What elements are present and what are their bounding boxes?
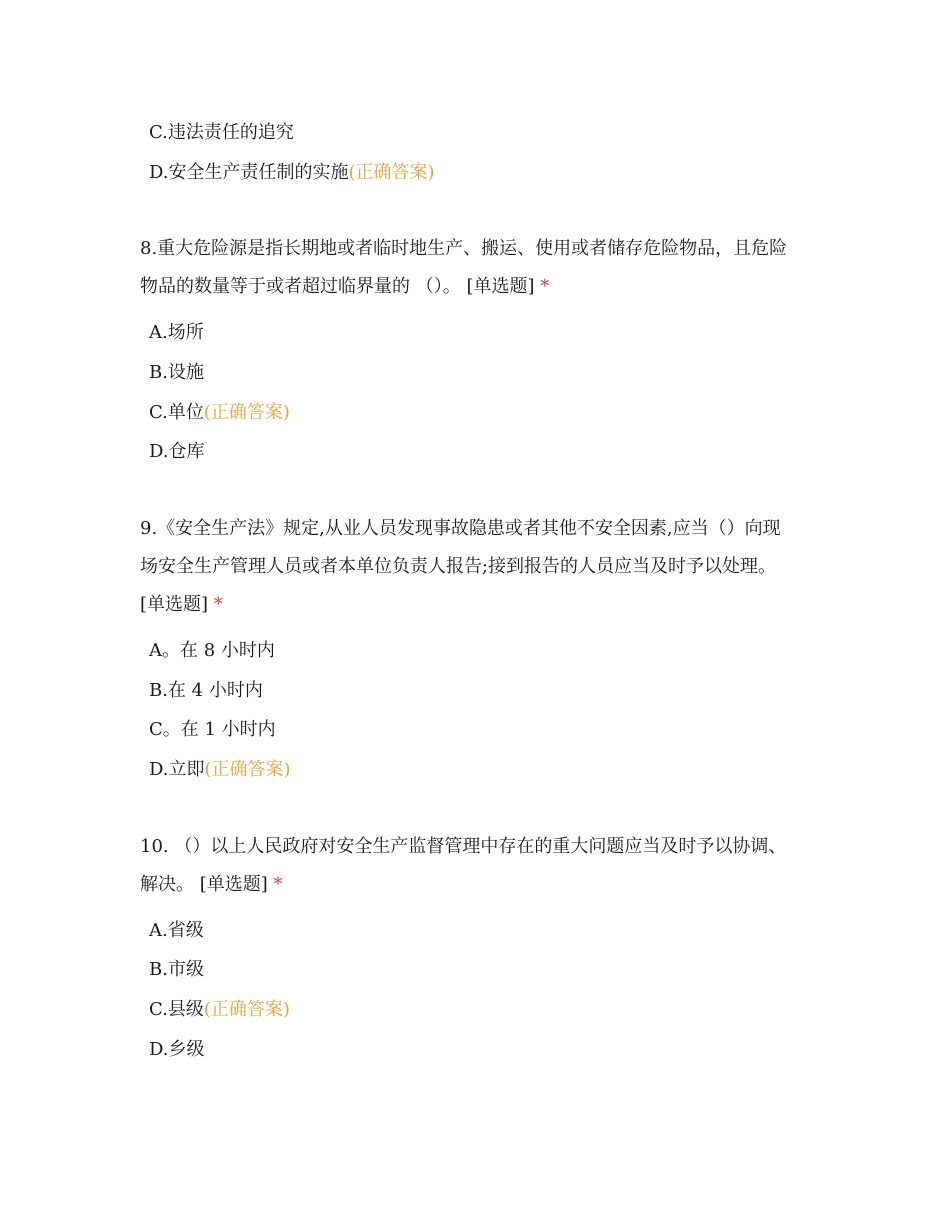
required-mark: * bbox=[540, 276, 550, 297]
q8-option-d bbox=[149, 440, 205, 464]
q8-text-line-2 bbox=[140, 275, 830, 299]
correct-answer-tag: (正确答案) bbox=[203, 999, 290, 1020]
q8-option-b bbox=[149, 361, 204, 385]
option-text: D.立即 bbox=[149, 759, 205, 780]
option-text: C.单位 bbox=[149, 402, 204, 423]
q9-option-d bbox=[149, 758, 291, 782]
q8-text-line-1: 8.重大危险源是指长期地或者临时地生产、搬运、使用或者储存危险物品，且危险 bbox=[140, 238, 788, 259]
option-text: D.仓库 bbox=[149, 441, 205, 462]
required-mark: * bbox=[273, 874, 283, 895]
q9-option-b bbox=[149, 679, 263, 703]
option-text: C.县级 bbox=[149, 999, 204, 1020]
q9-text-line-2: 场安全生产管理人员或者本单位负责人报告;接到报告的人员应当及时予以处理。 bbox=[140, 556, 777, 577]
option-text: B.市级 bbox=[149, 959, 204, 980]
option-text: B.在 4 小时内 bbox=[149, 680, 263, 701]
option-text: D.安全生产责任制的实施 bbox=[149, 162, 349, 183]
q10-option-a bbox=[149, 919, 204, 943]
question-text: 解决。 [单选题] bbox=[140, 874, 268, 895]
q10-option-d bbox=[149, 1038, 205, 1062]
option-text: A.场所 bbox=[149, 322, 204, 343]
q9-option-c bbox=[149, 718, 276, 742]
question-text: 物品的数量等于或者超过临界量的 （）。 [单选题] bbox=[140, 276, 535, 297]
q10-option-b bbox=[149, 958, 204, 982]
correct-answer-tag: (正确答案) bbox=[204, 759, 291, 780]
option-text: C。在 1 小时内 bbox=[149, 719, 276, 740]
option-text: A。在 8 小时内 bbox=[149, 640, 275, 661]
q10-text-line-2 bbox=[140, 873, 830, 897]
q8-option-c bbox=[149, 401, 290, 425]
option-text: C.违法责任的追究 bbox=[149, 122, 294, 143]
required-mark: * bbox=[213, 594, 223, 615]
q10-text-line-1: 10. （）以上人民政府对安全生产监督管理中存在的重大问题应当及时予以协调、 bbox=[140, 836, 787, 857]
q7-option-c bbox=[149, 121, 294, 145]
q10-option-c bbox=[149, 998, 290, 1022]
q8-option-a bbox=[149, 321, 204, 345]
correct-answer-tag: (正确答案) bbox=[203, 402, 290, 423]
q9-option-a bbox=[149, 639, 275, 663]
q9-text-line-1: 9.《安全生产法》规定,从业人员发现事故隐患或者其他不安全因素,应当（）向现 bbox=[140, 518, 781, 539]
correct-answer-tag: (正确答案) bbox=[348, 162, 435, 183]
q7-option-d bbox=[149, 161, 435, 185]
option-text: A.省级 bbox=[149, 920, 204, 941]
option-text: B.设施 bbox=[149, 362, 204, 383]
q9-text-line-3 bbox=[140, 593, 830, 617]
option-text: D.乡级 bbox=[149, 1039, 205, 1060]
question-type: [单选题] bbox=[140, 594, 209, 615]
